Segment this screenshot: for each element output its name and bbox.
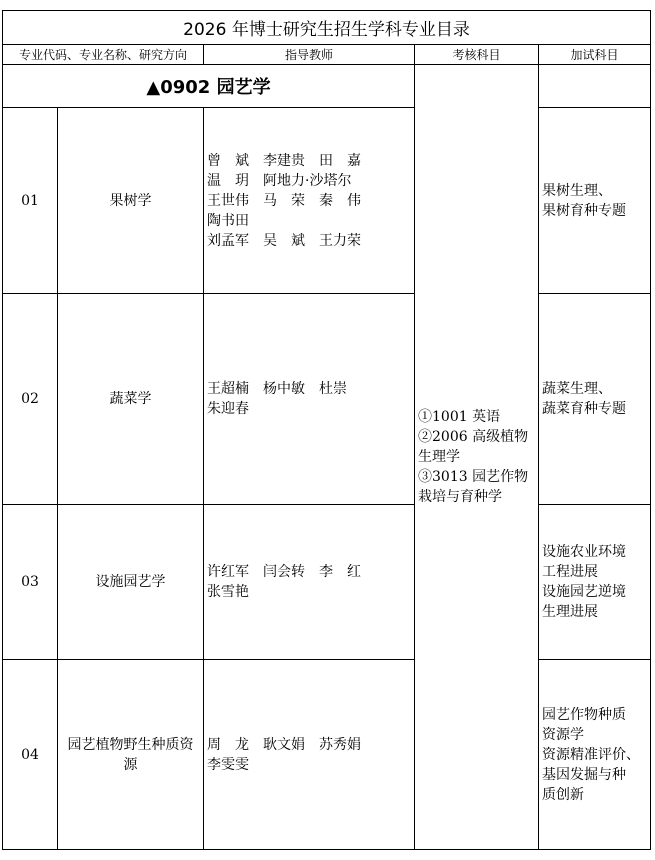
table-row [3, 294, 651, 505]
catalog-table [2, 10, 651, 850]
table-row [3, 660, 651, 850]
direction-code: 02 [3, 294, 58, 505]
extra-line: 设施农业环境 [542, 544, 626, 560]
tutor-line: 周 龙 耿文娟 苏秀娟 [207, 736, 361, 753]
header-exam: 考核科目 [415, 45, 539, 65]
exam-subject-line: ③3013 园艺作物 [418, 469, 529, 485]
header-tutors: 指导教师 [204, 45, 415, 65]
catalog-table-frame [2, 10, 650, 853]
extra-line: 工程进展 [542, 564, 598, 580]
tutor-line: 温 玥 阿地力·沙塔尔 [207, 172, 352, 189]
extra-line: 果树育种专题 [542, 202, 626, 219]
tutor-line: 李雯雯 [207, 756, 249, 773]
tutor-line: 王世伟 马 荣 秦 伟 [207, 192, 361, 209]
tutor-line: 许红军 闫会转 李 红 [207, 564, 361, 580]
exam-subject-line: 栽培与育种学 [418, 489, 502, 505]
extra-line: 蔬菜育种专题 [542, 401, 626, 417]
extra-line: 生理进展 [542, 604, 598, 620]
extra-line: 资源精准评价、 [542, 746, 640, 763]
table-title: 2026 年博士研究生招生学科专业目录 [3, 11, 651, 45]
tutor-line: 陶书田 [207, 212, 249, 229]
direction-name: 果树学 [58, 108, 204, 294]
extra-line: 资源学 [542, 726, 584, 743]
extra-line: 基因发掘与种 [542, 766, 626, 783]
exam-subjects-cell [415, 65, 539, 850]
extra-subjects [539, 505, 651, 660]
extra-subjects [539, 660, 651, 850]
tutor-list [204, 108, 415, 294]
direction-code: 04 [3, 660, 58, 850]
extra-line: 质创新 [542, 786, 584, 803]
direction-name: 设施园艺学 [58, 505, 204, 660]
table-row [3, 505, 651, 660]
discipline-heading: ▲0902 园艺学 [3, 65, 415, 108]
tutor-line: 王超楠 杨中敏 杜崇 [207, 381, 347, 397]
extra-subjects [539, 108, 651, 294]
extra-line: 园艺作物种质 [542, 706, 626, 723]
tutor-line: 刘孟军 吴 斌 王力荣 [207, 232, 361, 249]
extra-empty-cell [539, 65, 651, 108]
direction-code: 01 [3, 108, 58, 294]
header-extra: 加试科目 [539, 45, 651, 65]
tutor-list [204, 505, 415, 660]
extra-line: 蔬菜生理、 [542, 381, 612, 397]
direction-name: 蔬菜学 [58, 294, 204, 505]
extra-line: 设施园艺逆境 [542, 584, 626, 600]
exam-subject-line: 生理学 [418, 449, 460, 465]
tutor-line: 曾 斌 李建贵 田 嘉 [207, 152, 361, 169]
tutor-list [204, 660, 415, 850]
extra-subjects [539, 294, 651, 505]
tutor-line: 张雪艳 [207, 584, 249, 600]
tutor-line: 朱迎春 [207, 401, 249, 417]
table-row [3, 108, 651, 294]
header-major: 专业代码、专业名称、研究方向 [3, 45, 204, 65]
direction-name: 园艺植物野生种质资源 [58, 660, 204, 850]
exam-subject-line: ①1001 英语 [418, 409, 501, 425]
direction-code: 03 [3, 505, 58, 660]
tutor-list [204, 294, 415, 505]
exam-subject-line: ②2006 高级植物 [418, 429, 529, 445]
extra-line: 果树生理、 [542, 182, 612, 199]
